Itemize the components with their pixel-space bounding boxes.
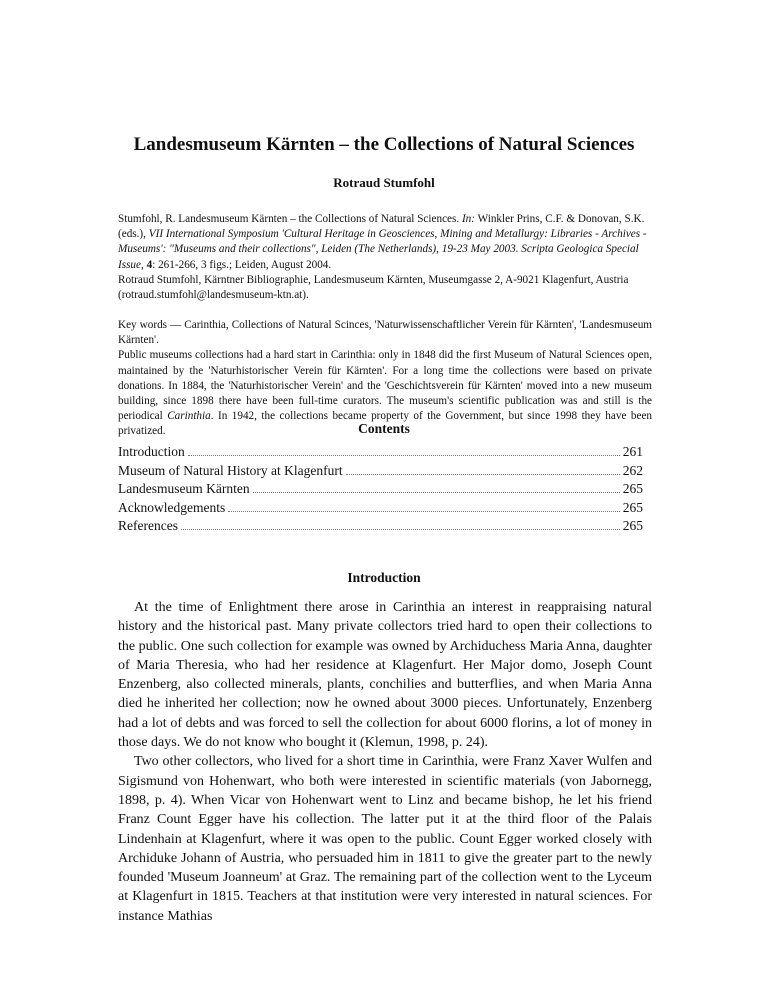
toc-label: Museum of Natural History at Klagenfurt — [118, 462, 343, 478]
toc-page-number: 265 — [622, 499, 643, 515]
citation-pages: : 261-266, 3 figs.; Leiden, August 2004. — [152, 258, 332, 271]
citation-text: Stumfohl, R. Landesmuseum Kärnten – the Collections of Natural Sciences. — [118, 213, 462, 225]
citation-in: In: — [461, 213, 475, 225]
toc-label: Introduction — [118, 444, 185, 459]
toc-label: Landesmuseum Kärnten — [118, 481, 250, 497]
citation-editors: Winkler Prins, C.F. & Donovan, S.K. (eds.), — [118, 213, 645, 241]
abstract-part: . In 1942, the collections became property of the Government, but since 1998 they have been privatized. — [118, 410, 653, 438]
body-paragraph: Two other collectors, who lived for a short time in Carinthia, were Franz Xaver Wulfen and Sigismund von Hohenwart, who both were interested in scientific materials (von Jabornegg, 1898, p. 4). When Vicar von Hohenwart went to Linz and became bishop, he let his friend Franz Count Egger have his collection. The latter put it at the third floor of the Palais Lindenhain at Klagenfurt, where it was open to the public. Count Egger worked closely with Archiduke Johann of Austria, who persuaded him in 1811 to give the greater part to the newly founded 'Museum Joanneum' at Graz. The remaining part of the collection went to the Lyceum at Klagenfurt in 1815. Teachers at that institution were very interested in natural sciences. For instance Mathias — [118, 754, 652, 924]
toc-leader — [253, 492, 620, 493]
toc-entry[interactable] — [118, 463, 643, 482]
table-of-contents — [118, 444, 643, 537]
toc-entry[interactable] — [118, 518, 643, 537]
toc-label: Acknowledgements — [118, 499, 226, 515]
citation-reference — [118, 212, 652, 273]
abstract-part: Public museums collections had a hard start in Carinthia: only in 1848 did the first Museum of Natural Sciences open, maintained by the 'Naturhistorischer Verein für Kärnten'. For a long time the collections were based on private donations. In 1884, the 'Naturhistorischer Verein' and the 'Geschichtsverein für Kärnten' moved into a new museum building, since 1898 there have been full-time curators. The museum's scientific publication was and still is the periodical — [118, 349, 652, 423]
citation-series-title: VII International Symposium 'Cultural Heritage in Geosciences, Mining and Metallurgy: Libraries - Archives - Museums': "Museums and their collections", Leiden (The Netherlands), 19-23 May 2003. Scripta Geologica Special Issue, — [118, 228, 647, 271]
introduction-body — [118, 598, 652, 926]
author-name: Rotraud Stumfohl — [333, 175, 435, 190]
toc-page-number: 265 — [622, 518, 643, 534]
toc-leader — [346, 474, 620, 475]
keywords: Key words — Carinthia, Collections of Natural Scinces, 'Naturwissenschaftlicher Verein für Kärnten', 'Landesmuseum Kärnten'. — [118, 319, 652, 347]
body-paragraph: At the time of Enlightment there arose in Carinthia an interest in reappraising natural history and the historical past. Many private collectors tried hard to open their collections to the public. One such collection for example was owned by Archiduchess Maria Anna, daughter of Maria Theresia, who had her residence at Klagenfurt. Her Major domo, Joseph Count Enzenberg, also collected minerals, plants, conchilies and butterflies, and when Maria Anna died he inherited her collection; now he owned about 3000 pieces. Unfortunately, Enzenberg had a lot of debts and was forced to sell the collection for about 6000 florins, a lot of money in those days. We do not know who bought it (Klemun, 1998, p. 24). — [118, 600, 652, 751]
toc-page-number: 262 — [622, 462, 643, 478]
toc-entry[interactable] — [118, 444, 643, 463]
toc-page-number: 265 — [622, 481, 643, 497]
paper-title: Landesmuseum Kärnten – the Collections of Natural Sciences — [133, 134, 635, 155]
introduction-heading: Introduction — [347, 570, 421, 585]
toc-entry[interactable] — [118, 481, 643, 500]
journal-name: Carinthia — [167, 410, 211, 423]
toc-label: References — [118, 518, 178, 534]
toc-leader — [188, 455, 620, 456]
toc-entry[interactable] — [118, 500, 643, 519]
toc-page-number: 261 — [622, 444, 643, 459]
toc-leader — [228, 511, 620, 512]
citation-volume: 4 — [143, 258, 153, 271]
contents-heading: Contents — [358, 421, 410, 436]
citation-block — [118, 212, 652, 303]
toc-leader — [181, 529, 620, 530]
author-affiliation: Rotraud Stumfohl, Kärntner Bibliographie, Landesmuseum Kärnten, Museumgasse 2, A-9021 Klagenfurt, Austria (rotraud.stumfohl@landesmuseum-ktn.at). — [118, 273, 629, 302]
